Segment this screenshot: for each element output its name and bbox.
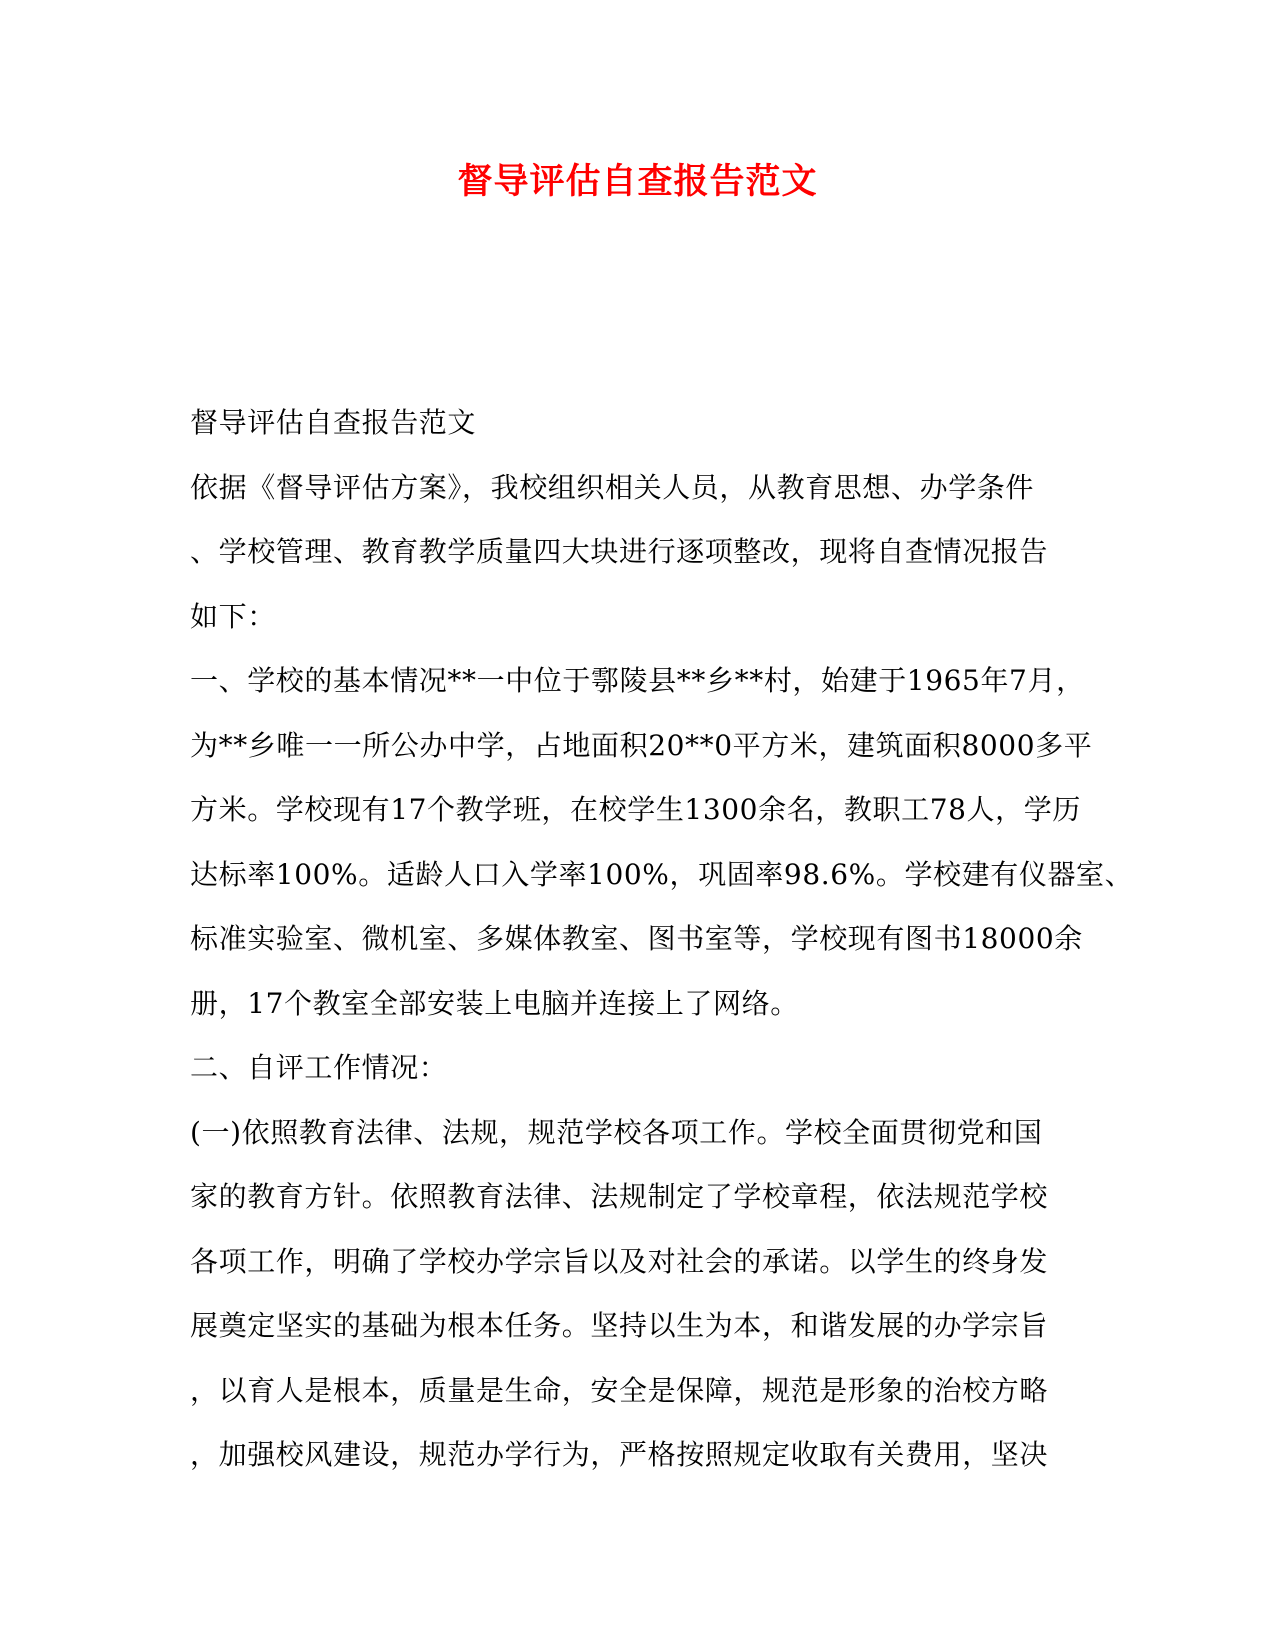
document-title: 督导评估自查报告范文 (457, 161, 818, 202)
body-line: 督导评估自查报告范文 (190, 406, 477, 439)
body-line: ，以育人是根本，质量是生命，安全是保障，规范是形象的治校方略 (190, 1373, 1049, 1407)
body-line: 家的教育方针。依照教育法律、法规制定了学校章程，依法规范学校 (190, 1180, 1049, 1213)
body-line: 二、自评工作情况： (190, 1051, 448, 1084)
body-line: 为**乡唯一一所公办中学，占地面积20**0平方米，建筑面积8000多平 (190, 728, 1093, 762)
body-line: 各项工作，明确了学校办学宗旨以及对社会的承诺。以学生的终身发 (190, 1244, 1049, 1278)
body-line: 展奠定坚实的基础为根本任务。坚持以生为本，和谐发展的办学宗旨 (190, 1309, 1049, 1342)
body-line: (一)依照教育法律、法规，规范学校各项工作。学校全面贯彻党和国 (190, 1115, 1043, 1149)
body-line: 一、学校的基本情况**一中位于鄠陵县**乡**村，始建于1965年7月， (190, 664, 1085, 697)
body-line: 、学校管理、教育教学质量四大块进行逐项整改，现将自查情况报告 (190, 535, 1049, 568)
body-line: 达标率100%。适龄人口入学率100%，巩固率98.6%。学校建有仪器室、 (190, 857, 1134, 891)
body-line: 册，17个教室全部安装上电脑并连接上了网络。 (190, 986, 799, 1020)
body-line: 方米。学校现有17个教学班，在校学生1300余名，教职工78人，学历 (190, 793, 1081, 826)
document-body (190, 403, 1134, 1500)
body-line: 标准实验室、微机室、多媒体教室、图书室等，学校现有图书18000余 (190, 922, 1083, 955)
body-line: 如下： (190, 599, 276, 633)
body-line: ，加强校风建设，规范办学行为，严格按照规定收取有关费用，坚决 (190, 1438, 1049, 1471)
body-line: 依据《督导评估方案》，我校组织相关人员，从教育思想、办学条件 (190, 470, 1035, 504)
